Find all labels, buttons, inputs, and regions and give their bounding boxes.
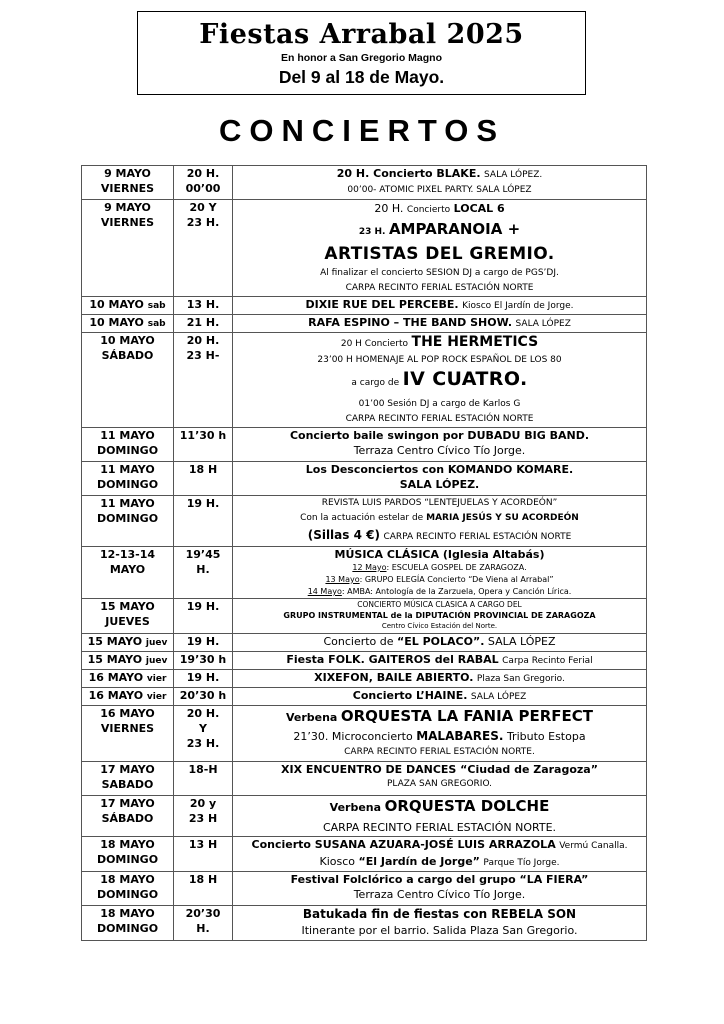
time-cell: 20 y 23 H: [174, 796, 233, 837]
time-cell: 20 H. Y 23 H.: [174, 706, 233, 762]
table-row: [82, 297, 647, 315]
date-cell: 18 MAYO DOMINGO: [82, 837, 174, 872]
table-row: [82, 599, 647, 634]
table-row: [82, 837, 647, 872]
table-row: [82, 652, 647, 670]
event-cell: Los Desconciertos con KOMANDO KOMARE. SALA LÓPEZ.: [233, 462, 647, 496]
event-cell: Concierto baile swingon por DUBADU BIG BAND. Terraza Centro Cívico Tío Jorge.: [233, 428, 647, 462]
table-row: [82, 670, 647, 688]
time-cell: 19’30 h: [174, 652, 233, 670]
time-cell: 18-H: [174, 762, 233, 796]
event-cell: MÚSICA CLÁSICA (Iglesia Altabás) 12 Mayo: ESCUELA GOSPEL DE ZARAGOZA. 13 Mayo: GRUPO ELEGÍA Concierto “De Viena al Arrabal” 14 Mayo: AMBA: Antología de la Zarzuela, Opera y Canción Lírica.: [233, 547, 647, 599]
time-cell: 20 H. 23 H-: [174, 333, 233, 428]
event-cell: Concierto L’HAINE. SALA LÓPEZ: [233, 688, 647, 706]
event-cell: XIX ENCUENTRO DE DANCES “Ciudad de Zaragoza” PLAZA SAN GREGORIO.: [233, 762, 647, 796]
concerts-table: [81, 165, 647, 941]
date-cell: 16 MAYO vier: [82, 688, 174, 706]
table-row: [82, 872, 647, 906]
date-cell: 10 MAYO sab: [82, 297, 174, 315]
event-cell: RAFA ESPINO – THE BAND SHOW. SALA LÓPEZ: [233, 315, 647, 333]
date-cell: 18 MAYO DOMINGO: [82, 872, 174, 906]
date-cell: 12-13-14 MAYO: [82, 547, 174, 599]
date-cell: 16 MAYO VIERNES: [82, 706, 174, 762]
header-dates: Del 9 al 18 de Mayo.: [278, 67, 445, 87]
date-cell: 11 MAYO DOMINGO: [82, 496, 174, 547]
event-cell: 20 H Concierto THE HERMETICS 23’00 H HOMENAJE AL POP ROCK ESPAÑOL DE LOS 80 a cargo de IV CUATRO. 01’00 Sesión DJ a cargo de Karlos G CARPA RECINTO FERIAL ESTACIÓN NORTE: [233, 333, 647, 428]
section-title: CONCIERTOS: [218, 113, 506, 148]
date-cell: 9 MAYO VIERNES: [82, 200, 174, 297]
event-cell: Verbena ORQUESTA DOLCHE CARPA RECINTO FERIAL ESTACIÓN NORTE.: [233, 796, 647, 837]
date-cell: 17 MAYO SABADO: [82, 762, 174, 796]
time-cell: 19 H.: [174, 634, 233, 652]
table-row: [82, 462, 647, 496]
event-cell: Fiesta FOLK. GAITEROS del RABAL Carpa Recinto Ferial: [233, 652, 647, 670]
date-cell: 11 MAYO DOMINGO: [82, 462, 174, 496]
event-cell: Festival Folclórico a cargo del grupo “LA FIERA” Terraza Centro Cívico Tío Jorge.: [233, 872, 647, 906]
time-cell: 20 H. 00’00: [174, 166, 233, 200]
event-cell: Verbena ORQUESTA LA FANIA PERFECT 21’30. Microconcierto MALABARES. Tributo Estopa CARPA RECINTO FERIAL ESTACIÓN NORTE.: [233, 706, 647, 762]
event-cell: Concierto de “EL POLACO”. SALA LÓPEZ: [233, 634, 647, 652]
time-cell: 19 H.: [174, 670, 233, 688]
table-row: [82, 315, 647, 333]
table-row: [82, 688, 647, 706]
event-cell: 20 H. Concierto LOCAL 6 23 H. AMPARANOIA + ARTISTAS DEL GREMIO. Al finalizar el concierto SESION DJ a cargo de PGS’DJ. CARPA RECINTO FERIAL ESTACIÓN NORTE: [233, 200, 647, 297]
time-cell: 13 H.: [174, 297, 233, 315]
table-row: [82, 706, 647, 762]
time-cell: 19’45 H.: [174, 547, 233, 599]
date-cell: 10 MAYO sab: [82, 315, 174, 333]
time-cell: 18 H: [174, 462, 233, 496]
event-cell: CONCIERTO MÚSICA CLASICA A CARGO DEL GRUPO INSTRUMENTAL de la DIPUTACIÓN PROVINCIAL DE ZARAGOZA Centro Cívico Estación del Norte.: [233, 599, 647, 634]
time-cell: 20’30 H.: [174, 906, 233, 941]
table-row: [82, 166, 647, 200]
header-subtitle: En honor a San Gregorio Magno: [280, 52, 442, 64]
table-row: [82, 796, 647, 837]
event-cell: XIXEFON, BAILE ABIERTO. Plaza San Gregorio.: [233, 670, 647, 688]
time-cell: 19 H.: [174, 496, 233, 547]
event-cell: Concierto SUSANA AZUARA-JOSÉ LUIS ARRAZOLA Vermú Canalla. Kiosco “El Jardín de Jorge” Parque Tío Jorge.: [233, 837, 647, 872]
table-row: [82, 428, 647, 462]
table-row: [82, 762, 647, 796]
time-cell: 19 H.: [174, 599, 233, 634]
table-row: [82, 906, 647, 941]
date-cell: 18 MAYO DOMINGO: [82, 906, 174, 941]
table-row: [82, 547, 647, 599]
time-cell: 20’30 h: [174, 688, 233, 706]
date-cell: 15 MAYO JUEVES: [82, 599, 174, 634]
date-cell: 10 MAYO SÁBADO: [82, 333, 174, 428]
date-cell: 16 MAYO vier: [82, 670, 174, 688]
table-row: [82, 200, 647, 297]
time-cell: 11’30 h: [174, 428, 233, 462]
event-cell: 20 H. Concierto BLAKE. SALA LÓPEZ. 00’00- ATOMIC PIXEL PARTY. SALA LÓPEZ: [233, 166, 647, 200]
table-row: [82, 634, 647, 652]
date-cell: 15 MAYO juev: [82, 652, 174, 670]
event-cell: Batukada fin de fiestas con REBELA SON Itinerante por el barrio. Salida Plaza San Gregorio.: [233, 906, 647, 941]
header-box: [137, 11, 586, 95]
time-cell: 13 H: [174, 837, 233, 872]
time-cell: 18 H: [174, 872, 233, 906]
date-cell: 9 MAYO VIERNES: [82, 166, 174, 200]
time-cell: 20 Y 23 H.: [174, 200, 233, 297]
date-cell: 11 MAYO DOMINGO: [82, 428, 174, 462]
time-cell: 21 H.: [174, 315, 233, 333]
date-cell: 15 MAYO juev: [82, 634, 174, 652]
table-row: [82, 333, 647, 428]
table-row: [82, 496, 647, 547]
date-cell: 17 MAYO SÁBADO: [82, 796, 174, 837]
event-cell: REVISTA LUIS PARDOS “LENTEJUELAS Y ACORDEÓN” Con la actuación estelar de MARIA JESÚS Y SU ACORDEÓN (Sillas 4 €) CARPA RECINTO FERIAL ESTACIÓN NORTE: [233, 496, 647, 547]
page-title: Fiestas Arrabal 2025: [199, 19, 524, 50]
event-cell: DIXIE RUE DEL PERCEBE. Kiosco El Jardín de Jorge.: [233, 297, 647, 315]
